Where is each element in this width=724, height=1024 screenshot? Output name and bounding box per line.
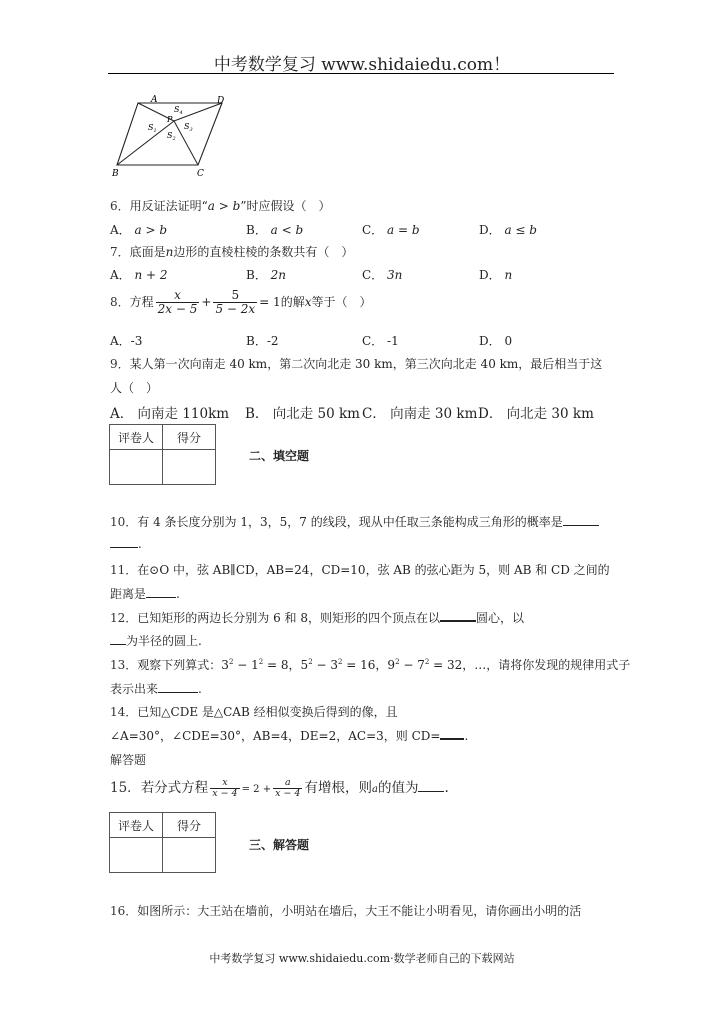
vertex-label-c: C	[197, 169, 204, 179]
q9-option-c: C． 向南走 30 km	[362, 406, 478, 422]
q7-option-d: D． n	[479, 268, 513, 282]
q6-option-b: B． a < b	[246, 223, 304, 237]
q9-option-d: D． 向北走 30 km	[478, 406, 594, 422]
page-header-title: 中考数学复习 www.shidaiedu.com！	[213, 55, 511, 75]
question-13: 13．观察下列算式：$3^2 - 1^2 = 8$，$5^2 - 3^2 = 16$，$9^2 - 7^2 = 32$，…，请将你发现的规律用式子	[110, 658, 631, 672]
question-10: 10．有 4 条长度分别为 1，3，5，7 的线段，现从中任取三条能构成三角形的概率是	[110, 513, 599, 530]
question-9-line2: 人（ ）	[110, 381, 159, 395]
q8-option-a: A．-3	[110, 334, 143, 348]
question-14: 14．已知△CDE 是△CAB 经相似变换后得到的像，且	[110, 705, 398, 719]
score-cell-grader-2	[110, 838, 163, 873]
page-footer: 中考数学复习 www.shidaiedu.com·数学老师自己的下载网站	[209, 952, 515, 965]
question-12: 12．已知矩形的两边长分别为 6 和 8，则矩形的四个顶点在以 圆心，以	[110, 611, 525, 625]
score-header-grader: 评卷人	[110, 425, 163, 450]
question-11: 11．在⊙O 中，弦 AB∥CD，AB=24，CD=10，弦 AB 的弦心距为 5，则 AB 和 CD 之间的	[110, 563, 610, 577]
question-13-line2: 表示出来 .	[110, 682, 202, 696]
q8-option-b: B．-2	[246, 334, 279, 348]
score-header-score: 得分	[163, 425, 216, 450]
region-label-s4: $S_4$	[174, 105, 183, 116]
section-title-solve: 三、解答题	[249, 838, 310, 852]
region-label-s1: $S_1$	[148, 123, 157, 134]
q8-option-d: D． 0	[479, 334, 513, 348]
q7-option-c: C． 3n	[362, 268, 403, 282]
score-header-grader-2: 评卷人	[110, 813, 163, 838]
vertex-label-b: B	[112, 169, 119, 179]
question-16: 16．如图所示：大王站在墙前，小明站在墙后，大王不能让小明看见，请你画出小明的活	[110, 904, 582, 918]
point-label-p: P	[167, 115, 173, 124]
solve-label: 解答题	[110, 753, 147, 767]
question-7: 7．底面是n边形的直棱柱棱的条数共有（ ）	[110, 245, 354, 259]
vertex-label-a: A	[151, 95, 158, 105]
question-11-line2: 距离是 .	[110, 587, 180, 601]
question-14-line2: ∠A=30°，∠CDE=30°，AB=4，DE=2，AC=3，则 CD= .	[110, 729, 469, 743]
question-15: 15．若分式方程 $\frac{x}{x - 4}$ = 2 + $\frac{a}{x - 4}$ 有增根，则a的值为 .	[110, 776, 449, 799]
q6-option-a: A． a > b	[110, 223, 168, 237]
question-8: 8．方程 $\frac{x}{2x - 5}$ + $\frac{5}{5 - 2x}$ = 1的解x等于（ ）	[110, 288, 372, 317]
region-label-s2: $S_2$	[167, 131, 176, 142]
parallelogram-figure	[108, 92, 238, 180]
score-cell-score-2	[163, 838, 216, 873]
score-cell-score	[163, 450, 216, 485]
header-rule	[108, 73, 614, 74]
q7-option-b: B． 2n	[246, 268, 287, 282]
score-cell-grader	[110, 450, 163, 485]
question-10-line2: .	[110, 537, 142, 551]
q7-option-a: A． n + 2	[110, 268, 168, 282]
region-label-s3: $S_3$	[184, 122, 193, 133]
q9-option-a: A． 向南走 110km	[110, 406, 230, 422]
q6-option-c: C． a = b	[362, 223, 420, 237]
score-table-1	[109, 424, 216, 485]
question-6: 6．用反证法证明“a > b”时应假设（ ）	[110, 199, 331, 213]
question-12-line2: 为半径的圆上.	[110, 632, 202, 649]
q8-option-c: C． -1	[362, 334, 399, 348]
q9-option-b: B． 向北走 50 km	[245, 406, 360, 422]
score-table-2	[109, 812, 216, 873]
section-title-fill-in: 二、填空题	[249, 449, 310, 463]
question-9-line1: 9．某人第一次向南走 40 km，第二次向北走 30 km，第三次向北走 40 km，最后相当于这	[110, 357, 603, 371]
q6-option-d: D． a ≤ b	[479, 223, 537, 237]
score-header-score-2: 得分	[163, 813, 216, 838]
vertex-label-d: D	[217, 96, 225, 106]
